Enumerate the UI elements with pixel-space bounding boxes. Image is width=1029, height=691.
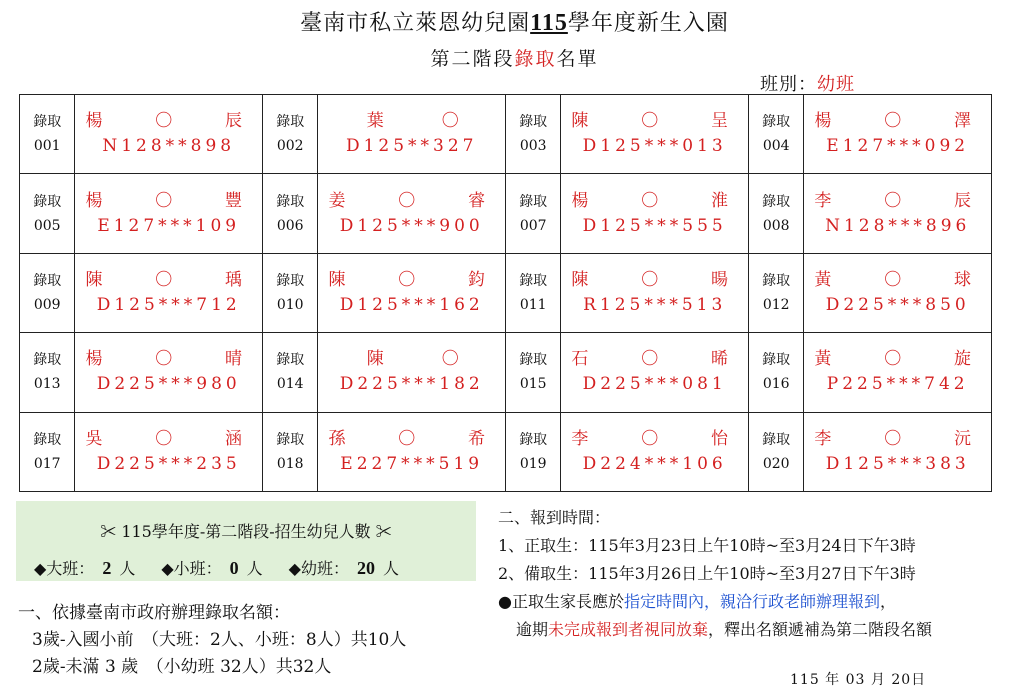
table-row — [20, 412, 992, 491]
student-number: 012 — [762, 296, 790, 313]
issue-date: 115 年 03 月 20日 — [790, 672, 927, 688]
student-surname: 黃 — [814, 349, 832, 370]
admission-number — [505, 95, 560, 174]
admitted-label: 錄取 — [33, 114, 62, 131]
student-number: 002 — [276, 138, 304, 155]
name-mask: 〇 — [884, 269, 902, 290]
student-id-code: E127***092 — [826, 136, 970, 157]
admission-number — [505, 253, 560, 332]
student-id-code: D225***980 — [96, 374, 241, 395]
student-cell — [561, 174, 749, 253]
class-label — [760, 70, 855, 96]
student-given: 呈 — [710, 111, 728, 132]
student-id-code: D225***850 — [825, 294, 970, 315]
student-cell — [318, 174, 506, 253]
admission-number — [20, 412, 75, 491]
admission-number — [262, 333, 317, 412]
student-id-code: D225***081 — [582, 374, 727, 395]
student-id-code: D225***235 — [96, 453, 241, 474]
student-id-code: N128**898 — [102, 136, 236, 157]
name-mask: 〇 — [441, 349, 459, 370]
student-surname: 陳 — [85, 269, 103, 290]
student-id-code: D125***013 — [582, 136, 727, 157]
student-number: 018 — [276, 455, 304, 472]
student-name — [75, 347, 262, 371]
admitted-label: 錄取 — [762, 193, 791, 210]
student-given: 澤 — [954, 111, 971, 132]
student-given: 暘 — [710, 269, 728, 290]
title-suffix: 學年度新生入園 — [567, 11, 729, 36]
student-name — [318, 189, 505, 213]
student-number: 009 — [33, 296, 61, 313]
student-id-code: E127***109 — [97, 215, 241, 236]
student-id-code: D125***162 — [339, 294, 484, 315]
subtitle-stage: 第二階段 — [430, 48, 515, 70]
student-id-code: P225***742 — [826, 374, 969, 395]
admitted-label: 錄取 — [519, 431, 548, 448]
student-surname: 黃 — [814, 269, 832, 290]
admission-number — [748, 333, 803, 412]
student-id-code: D125**327 — [345, 136, 478, 157]
admitted-label: 錄取 — [276, 114, 305, 131]
admitted-label: 錄取 — [276, 193, 305, 210]
student-number: 008 — [762, 217, 790, 234]
admitted-label: 錄取 — [33, 352, 62, 369]
student-name — [804, 268, 991, 292]
admitted-label: 錄取 — [519, 114, 548, 131]
admitted-label: 錄取 — [519, 272, 548, 289]
student-name — [561, 189, 748, 213]
student-cell — [318, 412, 506, 491]
student-surname: 陳 — [366, 349, 384, 370]
summary-count: 2 — [102, 558, 112, 578]
admission-number — [505, 333, 560, 412]
registration-note — [498, 504, 932, 644]
summary-item-big — [34, 556, 135, 579]
table-row — [20, 333, 992, 412]
registration-item: 2、備取生：115年3月26日上午10時~至3月27日下午3時 — [498, 564, 916, 583]
admission-number — [262, 174, 317, 253]
reminder-highlight: 指定時間內，親洽行政老師辦理報到 — [623, 592, 880, 611]
student-given: 沅 — [954, 428, 971, 449]
student-cell — [561, 253, 749, 332]
admitted-label: 錄取 — [276, 431, 305, 448]
page-title — [0, 6, 1029, 37]
admitted-label: 錄取 — [762, 352, 791, 369]
quota-note-line: 2歲-未滿 3 歲 （小幼班 32人）共32人 — [32, 657, 332, 677]
student-cell — [804, 95, 992, 174]
quota-note — [18, 600, 406, 681]
student-cell — [804, 412, 992, 491]
student-id-code: D125***712 — [96, 294, 241, 315]
title-year: 115 — [530, 10, 568, 36]
registration-reminder — [498, 588, 932, 616]
admitted-label: 錄取 — [33, 193, 62, 210]
student-number: 011 — [519, 296, 547, 313]
student-name — [804, 109, 991, 133]
admission-number — [262, 95, 317, 174]
student-surname: 楊 — [571, 190, 589, 211]
admitted-label: 錄取 — [762, 114, 791, 131]
name-mask: 〇 — [641, 428, 659, 449]
student-name — [804, 189, 991, 213]
student-name — [75, 427, 262, 451]
name-mask: 〇 — [884, 428, 902, 449]
table-row — [20, 95, 992, 174]
name-mask: 〇 — [155, 190, 173, 211]
student-number: 015 — [519, 376, 547, 393]
student-cell — [75, 95, 263, 174]
admitted-label: 錄取 — [519, 352, 548, 369]
summary-title-text: 115學年度-第二階段-招生幼兒人數 — [121, 522, 371, 541]
student-cell — [561, 333, 749, 412]
student-cell — [804, 333, 992, 412]
admitted-label: 錄取 — [762, 272, 791, 289]
student-id-code: E227***519 — [340, 453, 484, 474]
student-number: 017 — [33, 455, 61, 472]
warning-highlight: 未完成報到者視同放棄 — [548, 620, 709, 639]
student-given: 豐 — [224, 190, 242, 211]
name-mask: 〇 — [398, 269, 416, 290]
student-id-code: R125***513 — [583, 294, 727, 315]
admission-number — [20, 333, 75, 412]
student-number: 001 — [33, 138, 61, 155]
student-name — [318, 427, 505, 451]
student-given: 辰 — [954, 190, 971, 211]
student-name — [75, 189, 262, 213]
student-cell — [561, 95, 749, 174]
student-given: 淮 — [710, 190, 728, 211]
quota-note-line: 3歲-入國小前 （大班：2人、小班：8人）共10人 — [32, 630, 407, 650]
student-surname: 陳 — [328, 269, 346, 290]
admission-number — [505, 174, 560, 253]
summary-label: ◆幼班： — [288, 559, 349, 578]
admission-number — [748, 253, 803, 332]
name-mask: 〇 — [641, 269, 659, 290]
class-label-value: 幼班 — [817, 74, 855, 95]
name-mask: 〇 — [398, 428, 416, 449]
summary-label: ◆大班： — [34, 559, 95, 578]
student-number: 016 — [762, 376, 790, 393]
admission-number — [262, 253, 317, 332]
student-name — [561, 427, 748, 451]
summary-count: 20 — [356, 558, 375, 578]
student-cell — [318, 95, 506, 174]
enrollment-summary — [16, 501, 476, 581]
admission-number — [20, 174, 75, 253]
student-cell — [75, 412, 263, 491]
student-name — [75, 268, 262, 292]
student-number: 006 — [276, 217, 304, 234]
student-number: 010 — [276, 296, 304, 313]
admission-number — [748, 174, 803, 253]
student-number: 019 — [519, 455, 547, 472]
student-surname: 陳 — [571, 269, 589, 290]
warning-text: ，釋出名額遞補為第二階段名額 — [708, 620, 933, 639]
name-mask: 〇 — [884, 111, 902, 132]
student-name — [318, 109, 505, 133]
student-given: 辰 — [224, 111, 242, 132]
student-name — [75, 109, 262, 133]
student-given: 希 — [467, 428, 485, 449]
student-number: 020 — [762, 455, 790, 472]
quota-note-heading: 一、依據臺南市政府辦理錄取名額： — [18, 603, 290, 623]
warning-text: 逾期 — [516, 620, 549, 639]
student-given: 瑀 — [224, 269, 242, 290]
table-row — [20, 174, 992, 253]
student-given: 涵 — [224, 428, 242, 449]
student-cell — [318, 333, 506, 412]
scissor-icon: ✂ — [100, 522, 117, 541]
student-surname: 孫 — [328, 428, 346, 449]
summary-counts — [34, 556, 399, 579]
name-mask: 〇 — [155, 349, 173, 370]
student-number: 003 — [519, 138, 547, 155]
student-surname: 李 — [814, 190, 832, 211]
admitted-label: 錄取 — [276, 352, 305, 369]
name-mask: 〇 — [641, 111, 659, 132]
student-given: 睿 — [467, 190, 485, 211]
name-mask: 〇 — [155, 269, 173, 290]
reminder-text: ， — [879, 592, 896, 611]
student-given: 晴 — [224, 349, 242, 370]
student-name — [561, 347, 748, 371]
admitted-label: 錄取 — [33, 431, 62, 448]
student-number: 013 — [33, 376, 61, 393]
admitted-label: 錄取 — [276, 272, 305, 289]
registration-item: 1、正取生：115年3月23日上午10時~至3月24日下午3時 — [498, 536, 916, 555]
name-mask: 〇 — [398, 190, 416, 211]
summary-item-toddler — [289, 556, 399, 579]
admission-number — [20, 253, 75, 332]
student-name — [804, 427, 991, 451]
admission-number — [505, 412, 560, 491]
summary-label: ◆小班： — [161, 559, 222, 578]
subtitle-admitted: 錄取 — [514, 48, 557, 70]
student-surname: 葉 — [366, 111, 384, 132]
summary-unit: 人 — [119, 559, 136, 578]
student-given: 鈞 — [467, 269, 485, 290]
student-cell — [75, 333, 263, 412]
summary-item-small — [161, 556, 262, 579]
student-surname: 陳 — [571, 111, 589, 132]
summary-unit: 人 — [246, 559, 263, 578]
student-given: 晞 — [710, 349, 728, 370]
student-name — [318, 347, 505, 371]
admission-number — [748, 95, 803, 174]
student-id-code: D125***900 — [339, 215, 484, 236]
student-given: 怡 — [710, 428, 728, 449]
table-row — [20, 253, 992, 332]
student-surname: 李 — [571, 428, 589, 449]
student-cell — [561, 412, 749, 491]
name-mask: 〇 — [441, 111, 459, 132]
student-cell — [75, 253, 263, 332]
student-given: 旋 — [954, 349, 971, 370]
admission-number — [748, 412, 803, 491]
student-cell — [75, 174, 263, 253]
student-cell — [804, 174, 992, 253]
summary-count: 0 — [229, 558, 239, 578]
student-given: 球 — [954, 269, 971, 290]
reminder-text: ●正取生家長應於 — [498, 592, 624, 611]
student-id-code: D225***182 — [339, 374, 484, 395]
name-mask: 〇 — [884, 190, 902, 211]
student-id-code: D224***106 — [582, 453, 727, 474]
scissor-icon: ✂ — [375, 522, 392, 541]
student-surname: 楊 — [814, 111, 832, 132]
student-surname: 李 — [814, 428, 832, 449]
student-number: 007 — [519, 217, 547, 234]
student-surname: 吳 — [85, 428, 103, 449]
summary-title — [16, 519, 476, 542]
admission-number — [262, 412, 317, 491]
student-name — [561, 268, 748, 292]
title-school: 臺南市私立萊恩幼兒園 — [300, 11, 531, 36]
student-surname: 楊 — [85, 190, 103, 211]
student-name — [561, 109, 748, 133]
student-number: 014 — [276, 376, 304, 393]
name-mask: 〇 — [155, 428, 173, 449]
student-name — [804, 347, 991, 371]
registration-heading: 二、報到時間： — [498, 508, 611, 527]
student-number: 004 — [762, 138, 790, 155]
admitted-label: 錄取 — [33, 272, 62, 289]
admitted-label: 錄取 — [519, 193, 548, 210]
student-cell — [318, 253, 506, 332]
summary-unit: 人 — [382, 559, 399, 578]
admission-number — [20, 95, 75, 174]
name-mask: 〇 — [641, 349, 659, 370]
student-id-code: D125***555 — [582, 215, 727, 236]
subtitle-list: 名單 — [556, 48, 599, 70]
admission-table — [19, 94, 992, 492]
student-surname: 石 — [571, 349, 589, 370]
student-surname: 楊 — [85, 349, 103, 370]
student-surname: 姜 — [328, 190, 346, 211]
student-id-code: N128***896 — [825, 215, 971, 236]
student-cell — [804, 253, 992, 332]
class-label-text: 班別： — [760, 74, 817, 95]
name-mask: 〇 — [884, 349, 902, 370]
student-id-code: D125***383 — [825, 453, 970, 474]
admitted-label: 錄取 — [762, 431, 791, 448]
registration-warning — [498, 616, 932, 644]
student-number: 005 — [33, 217, 61, 234]
student-surname: 楊 — [85, 111, 103, 132]
name-mask: 〇 — [155, 111, 173, 132]
name-mask: 〇 — [641, 190, 659, 211]
student-name — [318, 268, 505, 292]
page-subtitle — [0, 44, 1029, 71]
